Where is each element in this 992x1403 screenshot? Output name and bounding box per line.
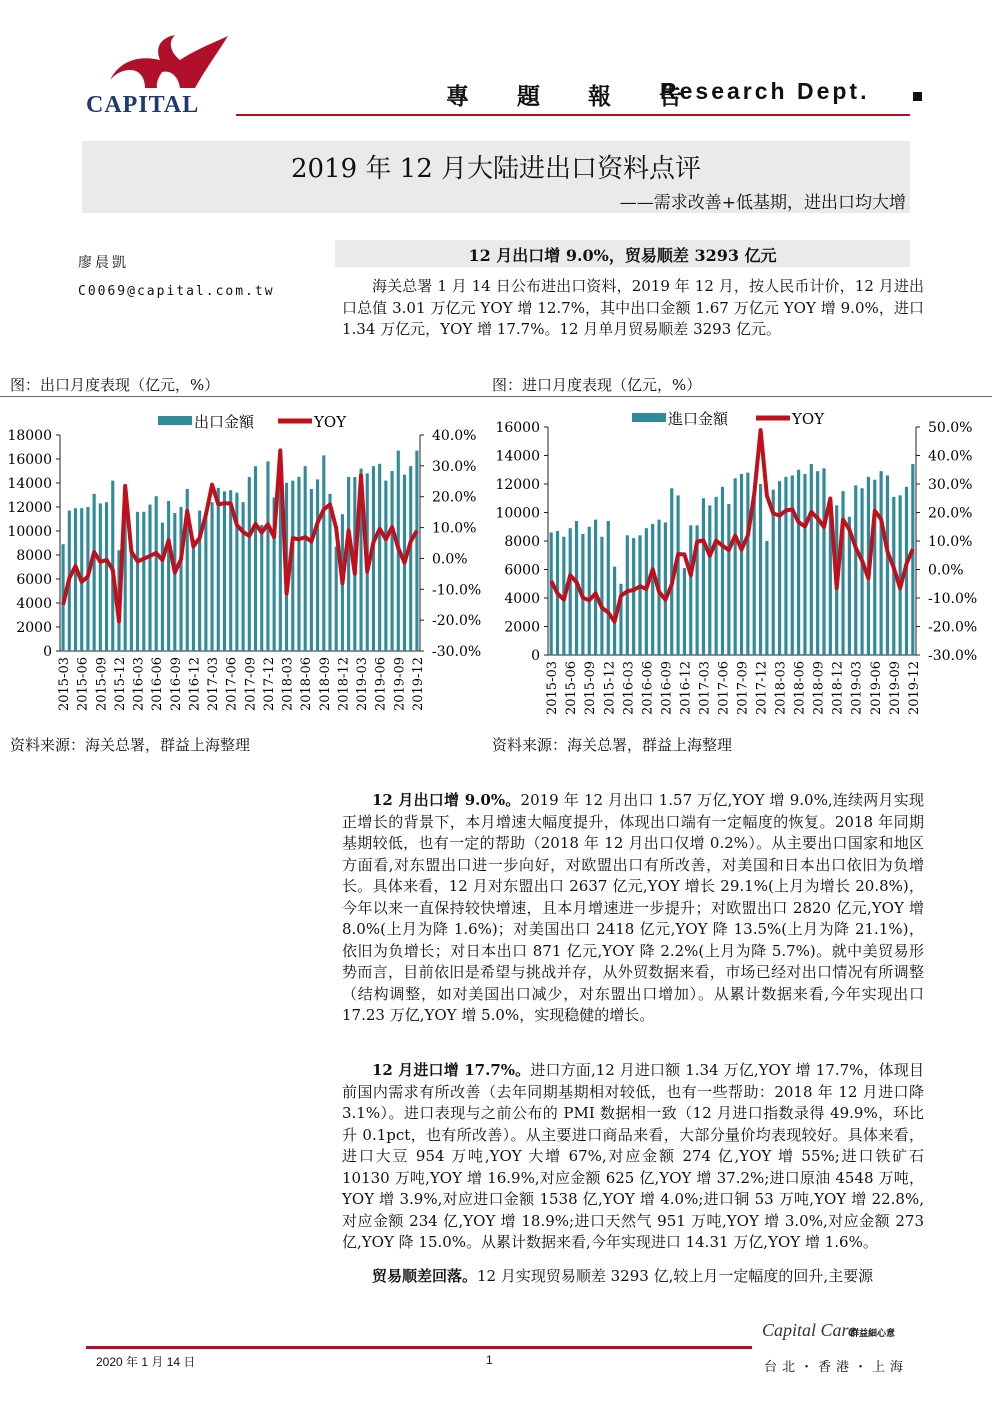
bar xyxy=(899,495,902,655)
y2-tick-label: 30.0% xyxy=(432,458,477,475)
bar xyxy=(734,478,737,655)
x-tick-label: 2015-12 xyxy=(602,661,618,716)
x-tick-label: 2016-12 xyxy=(678,661,694,716)
bar xyxy=(378,464,381,651)
bar xyxy=(155,496,158,651)
bar xyxy=(550,532,553,655)
bar xyxy=(242,502,245,651)
page-number: 1 xyxy=(486,1353,493,1367)
header-rule xyxy=(236,114,910,116)
y2-tick-label: 30.0% xyxy=(928,477,973,493)
x-tick-label: 2019-12 xyxy=(906,661,922,716)
x-tick-label: 2015-06 xyxy=(75,657,91,712)
x-tick-label: 2017-06 xyxy=(224,657,240,712)
bar xyxy=(105,502,108,651)
bar xyxy=(173,513,176,651)
footer-date: 2020 年 1 月 14 日 xyxy=(96,1355,196,1369)
bar xyxy=(784,477,787,655)
bar xyxy=(204,515,207,651)
figure-rule xyxy=(0,396,992,397)
bar xyxy=(778,481,781,655)
y-tick-label: 0 xyxy=(43,644,52,660)
import-source: 资料来源：海关总署，群益上海整理 xyxy=(492,736,733,754)
y-tick-label: 14000 xyxy=(7,476,52,492)
bar xyxy=(266,461,269,651)
bar xyxy=(600,537,603,655)
bar xyxy=(765,541,768,655)
y-tick-label: 16000 xyxy=(7,452,52,468)
x-tick-label: 2016-03 xyxy=(131,657,147,712)
legend-line-label: YOY xyxy=(314,413,347,431)
bar xyxy=(740,474,743,655)
x-tick-label: 2019-06 xyxy=(373,657,389,712)
footer-brand-cn: 群益細心意 xyxy=(850,1329,896,1339)
x-tick-label: 2016-09 xyxy=(659,661,675,716)
trade-body: 12 月实现贸易顺差 3293 亿,较上月一定幅度的回升,主要源 xyxy=(477,1267,874,1285)
y-tick-label: 18000 xyxy=(7,428,52,444)
x-tick-label: 2017-03 xyxy=(697,661,713,716)
y2-tick-label: -30.0% xyxy=(432,644,482,660)
report-type: 專 題 報 告 xyxy=(446,84,703,110)
bar xyxy=(715,497,718,655)
y2-tick-label: -10.0% xyxy=(928,591,978,607)
bar xyxy=(753,498,756,655)
x-tick-label: 2017-12 xyxy=(261,657,277,712)
bar xyxy=(316,479,319,651)
bar xyxy=(223,491,226,651)
capital-logo-icon xyxy=(100,30,240,96)
x-tick-label: 2019-06 xyxy=(868,661,884,716)
bar xyxy=(148,505,151,651)
legend-line-label: YOY xyxy=(792,410,825,428)
bar xyxy=(911,464,914,655)
bar xyxy=(588,527,591,655)
export-chart xyxy=(0,400,490,730)
x-tick-label: 2019-03 xyxy=(849,661,865,716)
y-tick-label: 8000 xyxy=(16,548,52,564)
bar xyxy=(822,468,825,655)
x-tick-label: 2015-06 xyxy=(564,661,580,716)
bar xyxy=(372,466,375,651)
x-tick-label: 2017-09 xyxy=(735,661,751,716)
bar xyxy=(854,485,857,655)
x-tick-label: 2018-06 xyxy=(299,657,315,712)
x-tick-label: 2018-06 xyxy=(792,661,808,716)
bar xyxy=(161,523,164,651)
y-tick-label: 8000 xyxy=(504,534,540,550)
x-tick-label: 2017-06 xyxy=(716,661,732,716)
y-tick-label: 2000 xyxy=(16,620,52,636)
x-tick-label: 2018-09 xyxy=(811,661,827,716)
bar xyxy=(594,520,597,655)
x-tick-label: 2017-12 xyxy=(754,661,770,716)
bar xyxy=(638,535,641,655)
bar xyxy=(167,501,170,651)
y-tick-label: 2000 xyxy=(504,619,540,636)
x-tick-label: 2019-09 xyxy=(887,661,903,716)
bar xyxy=(415,451,418,651)
y-tick-label: 10000 xyxy=(495,505,540,522)
y-tick-label: 0 xyxy=(531,648,540,664)
author-name: 廖晨凱 xyxy=(78,255,129,271)
bar xyxy=(632,538,635,655)
bar xyxy=(702,498,705,655)
export-figure-label: 图：出口月度表现（亿元，%） xyxy=(10,376,220,394)
bar xyxy=(179,507,182,651)
trade-lead: 贸易顺差回落。 xyxy=(372,1267,478,1285)
y-tick-label: 4000 xyxy=(504,591,540,607)
bar xyxy=(304,466,307,651)
x-tick-label: 2017-09 xyxy=(243,657,259,712)
bar xyxy=(651,524,654,655)
bar xyxy=(645,528,648,655)
yoy-line xyxy=(551,430,913,622)
x-tick-label: 2018-03 xyxy=(773,661,789,716)
bar xyxy=(391,471,394,651)
y2-tick-label: -20.0% xyxy=(928,619,978,636)
author-email[interactable]: C0069@capital.com.tw xyxy=(78,284,275,299)
y2-tick-label: 50.0% xyxy=(928,420,973,436)
y-tick-label: 12000 xyxy=(495,477,540,493)
y-tick-label: 6000 xyxy=(16,572,52,588)
legend-bar-swatch xyxy=(632,413,666,422)
y-tick-label: 4000 xyxy=(16,596,52,612)
y-tick-label: 12000 xyxy=(7,500,52,516)
bar xyxy=(860,488,863,655)
bar xyxy=(689,525,692,655)
import-lead: 12 月进口增 17.7%。 xyxy=(372,1061,531,1079)
y-tick-label: 14000 xyxy=(495,448,540,465)
y2-tick-label: 0.0% xyxy=(928,562,964,579)
bar xyxy=(664,522,667,655)
bar xyxy=(136,512,139,651)
highlight-text: 12 月出口增 9.0%，贸易顺差 3293 亿元 xyxy=(468,246,777,265)
bar xyxy=(260,525,263,651)
bar xyxy=(310,489,313,651)
export-source: 资料来源：海关总署，群益上海整理 xyxy=(10,736,251,754)
x-tick-label: 2018-12 xyxy=(336,657,352,712)
bar xyxy=(797,470,800,655)
x-tick-label: 2019-03 xyxy=(355,657,371,712)
logo-text: CAPITAL xyxy=(86,92,200,118)
bar xyxy=(74,508,77,651)
bar xyxy=(322,455,325,651)
bar xyxy=(708,505,711,655)
bar xyxy=(142,512,145,651)
import-body: 进口方面,12 月进口额 1.34 万亿,YOY 增 17.7%，体现目前国内需求有所改善（去年同期基期相对较低，也有一些帮助：2018 年 12 月进口降 3.1%）。进口表现与之前公布的 PMI 数据相一致（12 月进口指数录得 49.9%，环比升 0.1pct，也有所改善）。从主要进口商品来看，大部分量价均表现较好。具体来看，进口大豆 954 万吨,YOY 大增 67%,对应金额 274 亿,YOY 增 55%;进口铁矿石 10130 万吨,YOY 增 16.9%,对应金额 625 亿,YOY 增 37.2%;进口原油 4548 万吨，YOY 增 3.9%,对应进口金额 1538 亿,YOY 增 4.0%;进口铜 53 万吨,YOY 增 22.8%,对应金额 234 亿,YOY 增 18.9%;进口天然气 951 万吨,YOY 增 3.0%,对应金额 273 亿,YOY 降 15.0%。从累计数据来看,今年实现进口 14.31 万亿,YOY 增 1.6%。 xyxy=(342,1061,924,1251)
bar xyxy=(217,488,220,651)
bar xyxy=(810,464,813,655)
x-tick-label: 2015-09 xyxy=(583,661,599,716)
page-title: 2019 年 12 月大陆进出口资料点评 xyxy=(290,154,702,184)
x-tick-label: 2019-12 xyxy=(410,657,426,712)
bar xyxy=(384,481,387,651)
export-paragraph xyxy=(342,790,924,1027)
legend-bar-label: 出口金額 xyxy=(194,413,255,431)
bar xyxy=(683,568,686,655)
bar xyxy=(676,495,679,655)
footer-brand: Capital Care xyxy=(762,1320,856,1340)
y-tick-label: 6000 xyxy=(504,562,540,579)
x-tick-label: 2017-03 xyxy=(206,657,222,712)
y-tick-label: 16000 xyxy=(495,420,540,436)
x-tick-label: 2019-09 xyxy=(392,657,408,712)
header-square xyxy=(913,92,922,101)
bar xyxy=(886,475,889,655)
x-tick-label: 2018-03 xyxy=(280,657,296,712)
x-tick-label: 2016-12 xyxy=(187,657,203,712)
x-tick-label: 2018-09 xyxy=(317,657,333,712)
bar xyxy=(626,535,629,655)
y2-tick-label: 0.0% xyxy=(432,551,468,568)
x-tick-label: 2016-06 xyxy=(640,661,656,716)
x-tick-label: 2018-12 xyxy=(830,661,846,716)
bar xyxy=(880,471,883,655)
legend-bar-label: 進口金額 xyxy=(668,410,729,428)
bar xyxy=(211,502,214,651)
x-tick-label: 2015-12 xyxy=(112,657,128,712)
page-subtitle: ——需求改善+低基期，进出口均大增 xyxy=(619,193,906,213)
bar xyxy=(347,477,350,651)
bar xyxy=(93,494,96,651)
research-dept: Research Dept. xyxy=(660,78,870,104)
bar xyxy=(328,494,331,651)
x-tick-label: 2015-03 xyxy=(57,657,73,712)
x-tick-label: 2016-09 xyxy=(168,657,184,712)
bar xyxy=(873,480,876,655)
bar xyxy=(99,503,102,651)
y2-tick-label: 10.0% xyxy=(432,520,477,537)
bar xyxy=(841,491,844,655)
bar xyxy=(746,473,749,655)
y2-tick-label: -30.0% xyxy=(928,648,978,664)
yoy-line xyxy=(63,450,417,621)
footer-cities: 台北・香港・上海 xyxy=(764,1360,909,1375)
export-lead: 12 月出口增 9.0%。 xyxy=(372,791,521,809)
import-figure-label: 图：进口月度表现（亿元，%） xyxy=(492,376,702,394)
y2-tick-label: 20.0% xyxy=(928,505,973,522)
x-tick-label: 2015-03 xyxy=(545,661,561,716)
bar xyxy=(727,504,730,655)
bar xyxy=(254,466,257,651)
bar xyxy=(816,471,819,655)
import-paragraph xyxy=(342,1060,924,1254)
trade-paragraph xyxy=(342,1266,924,1288)
bar xyxy=(607,521,610,655)
import-chart xyxy=(490,400,990,730)
bar xyxy=(297,477,300,651)
intro-paragraph: 海关总署 1 月 14 日公布进出口资料，2019 年 12 月，按人民币计价，12 月进出口总值 3.01 万亿元 YOY 增 12.7%，其中出口金额 1.67 万亿元 YOY 增 9.0%，进口 1.34 万亿元，YOY 增 17.7%。12 月单月贸易顺差 3293 亿元。 xyxy=(342,277,924,338)
bar xyxy=(335,547,338,651)
y2-tick-label: 40.0% xyxy=(432,428,477,444)
y2-tick-label: -10.0% xyxy=(432,582,482,599)
x-tick-label: 2016-03 xyxy=(621,661,637,716)
footer-rule xyxy=(86,1346,752,1349)
bar xyxy=(803,474,806,655)
y2-tick-label: -20.0% xyxy=(432,613,482,630)
bar xyxy=(130,550,133,651)
bar xyxy=(192,539,195,651)
y2-tick-label: 40.0% xyxy=(928,448,973,465)
bar xyxy=(759,484,762,655)
legend-bar-swatch xyxy=(158,416,192,425)
bar xyxy=(409,466,412,651)
y2-tick-label: 20.0% xyxy=(432,489,477,506)
x-tick-label: 2016-06 xyxy=(150,657,166,712)
export-body: 2019 年 12 月出口 1.57 万亿,YOY 增 9.0%,连续两月实现正增长的背景下，本月增速大幅度提升，体现出口端有一定幅度的恢复。2018 年同期基期较低，也有一定的帮助（2018 年 12 月出口仅增 0.2%）。从主要出口国家和地区方面看,对东盟出口进一步向好，对欧盟出口有所改善，对美国和日本出口依旧为负增长。具体来看，12 月对东盟出口 2637 亿元,YOY 增长 29.1%(上月为增长 20.8%)，今年以来一直保持较快增速，且本月增速进一步提升；对欧盟出口 2820 亿元,YOY 增 8.0%(上月为降 1.6%)；对美国出口 2418 亿元,YOY 降 13.5%(上月为降 21.1%)，依旧为负增长；对日本出口 871 亿元,YOY 降 2.2%(上月为降 5.7%)。就中美贸易形势而言，目前依旧是希望与挑战并存，从外贸数据来看，市场已经对出口情况有所调整（结构调整，如对美国出口减少，对东盟出口增加）。从累计数据来看,今年实现出口 17.23 万亿,YOY 增 5.0%，实现稳健的增长。 xyxy=(342,791,924,1024)
bar xyxy=(248,477,251,651)
bar xyxy=(721,487,724,655)
y2-tick-label: 10.0% xyxy=(928,534,973,550)
y-tick-label: 10000 xyxy=(7,524,52,540)
bar xyxy=(791,475,794,655)
bar xyxy=(569,528,572,655)
x-tick-label: 2015-09 xyxy=(94,657,110,712)
